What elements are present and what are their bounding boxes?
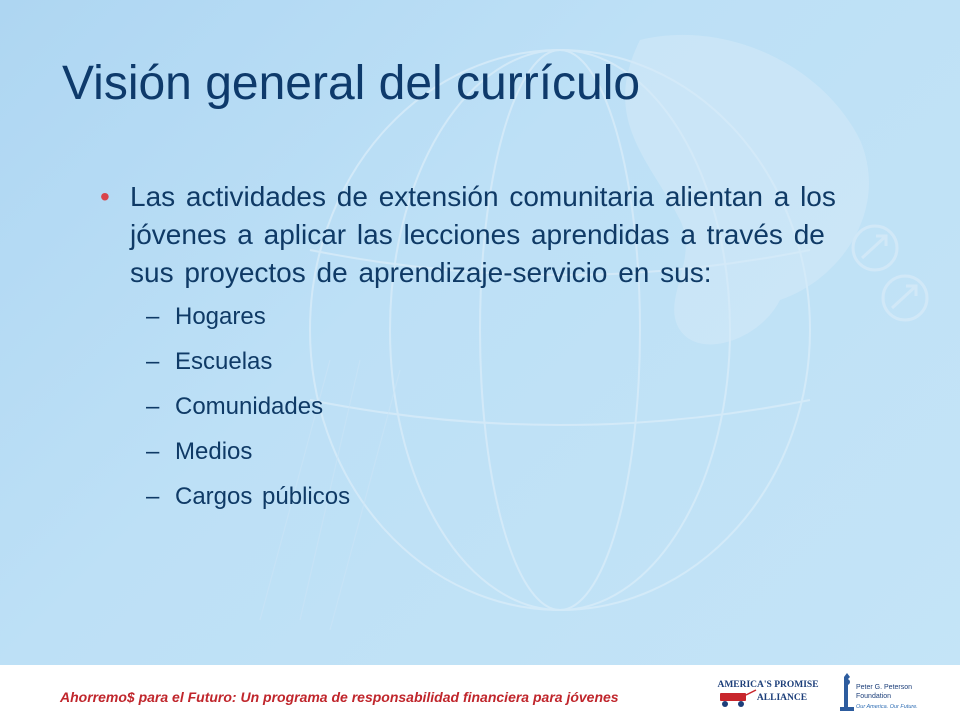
logo-apa-line2: ALLIANCE <box>756 693 808 703</box>
sub-item-escuelas <box>130 347 860 376</box>
sub-item-label: Comunidades <box>175 393 324 420</box>
logo-pp-tagline: Our America. Our Future. <box>856 704 918 710</box>
sub-item-hogares <box>130 302 860 331</box>
americas-promise-alliance-logo <box>712 675 824 713</box>
sub-item-label: Cargos públicos <box>175 483 351 510</box>
logo-apa-line1: AMERICA'S PROMISE <box>717 680 819 690</box>
sub-item-label: Medios <box>175 438 253 465</box>
bullet-marker: • <box>100 181 110 212</box>
bullet-text: Las actividades de extensión comunitaria alientan a los jóvenes a aplicar las lecciones aprendidas a través de sus proyectos de aprendizaje-servicio en sus: <box>130 181 836 288</box>
sub-list <box>130 302 860 511</box>
logo-pp-line2: Foundation <box>856 693 892 700</box>
dash-marker: – <box>146 303 160 330</box>
slide-title: Visión general del currículo <box>62 57 641 110</box>
dash-marker: – <box>146 483 160 510</box>
dash-marker: – <box>146 348 160 375</box>
statue-of-liberty-icon <box>840 673 854 711</box>
red-wagon-icon <box>720 690 756 707</box>
footer-bar <box>0 665 960 720</box>
sub-item-label: Hogares <box>175 303 266 330</box>
dash-marker: – <box>146 438 160 465</box>
footer-text: Ahorremo$ para el Futuro: Un programa de responsabilidad financiera para jóvenes <box>60 689 619 705</box>
sub-item-label: Escuelas <box>175 348 273 375</box>
dash-marker: – <box>146 393 160 420</box>
sub-item-cargos-publicos <box>130 482 860 511</box>
logo-pp-line1: Peter G. Peterson <box>856 684 913 691</box>
sub-item-medios <box>130 437 860 466</box>
sub-item-comunidades <box>130 392 860 421</box>
bullet-list <box>100 178 860 527</box>
peter-g-peterson-foundation-logo <box>834 671 924 715</box>
bullet-item <box>100 178 860 511</box>
